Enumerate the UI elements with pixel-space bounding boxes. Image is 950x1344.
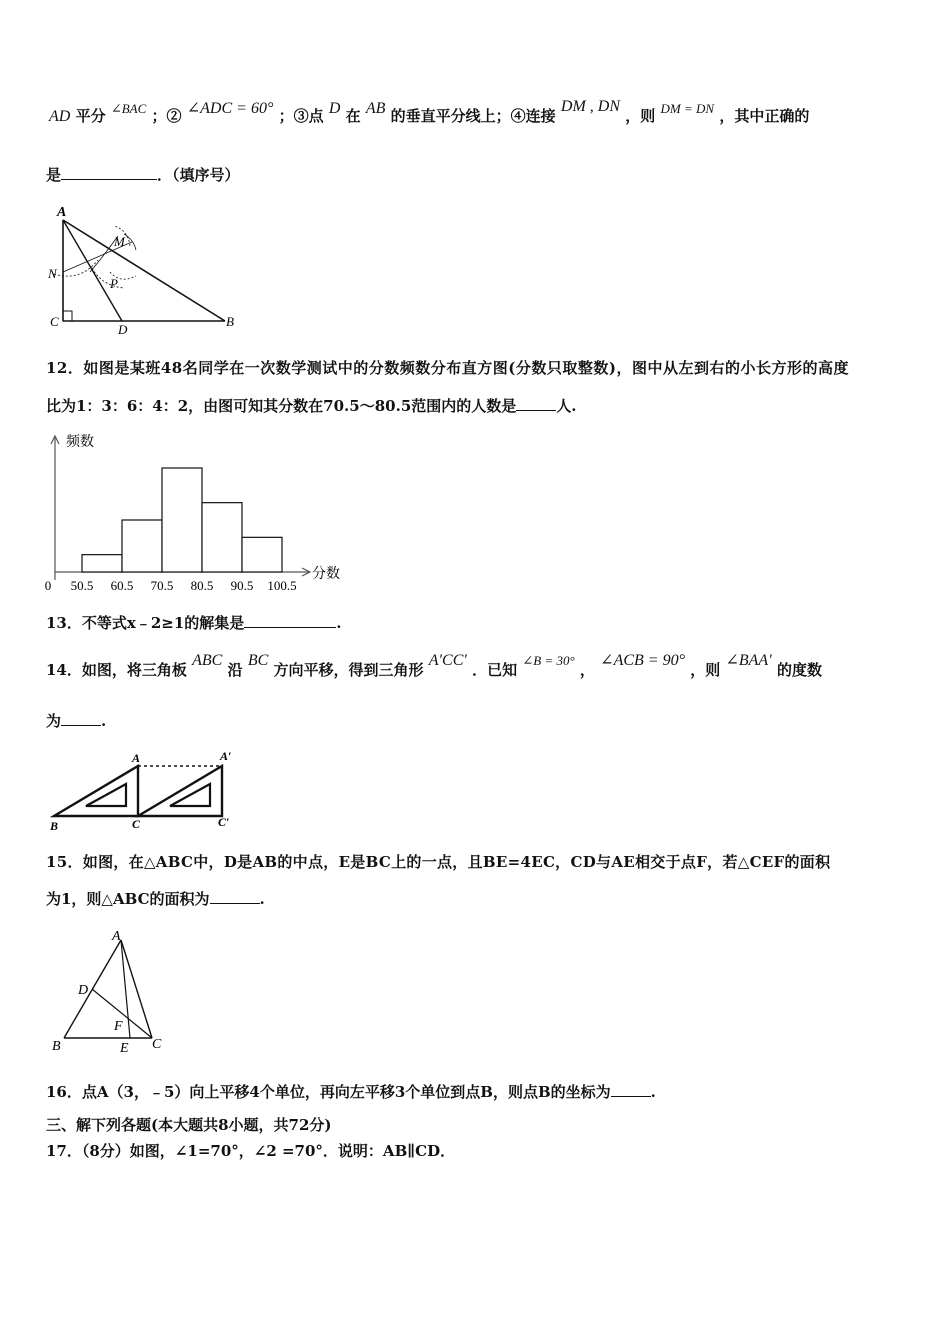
q12-histogram <box>40 428 340 598</box>
answer-blank[interactable] <box>210 889 260 904</box>
math-ab: AB <box>365 100 386 117</box>
math-d: D <box>328 100 341 117</box>
math-bc: BC <box>247 652 269 669</box>
answer-blank[interactable] <box>516 396 556 411</box>
q12-line1: 12．如图是某班48名同学在一次数学测试中的分数频数分布直方图(分数只取整数)，图中从左到右的小长方形的高度 <box>46 359 849 377</box>
label-n: N <box>48 266 57 281</box>
label-d: D <box>118 322 128 337</box>
q14-set-squares-figure <box>44 744 254 836</box>
math-angle-baa: ∠BAA′ <box>725 652 772 669</box>
answer-blank[interactable] <box>61 165 157 180</box>
label-c-prime: C′ <box>218 815 230 829</box>
answer-blank[interactable] <box>244 613 336 628</box>
math-angle-adc: ∠ADC = 60° <box>186 100 274 117</box>
math-dm-dn: DM , DN <box>560 98 621 115</box>
q11-line2: 是 ．（填序号） <box>46 166 240 184</box>
math-angle-b: ∠B = 30° <box>522 653 575 668</box>
x-tick-label: 90.5 <box>230 578 254 593</box>
label-a: A <box>57 205 67 220</box>
label-c: C <box>132 817 141 831</box>
label-b: B <box>50 819 59 833</box>
histogram-bar-1 <box>82 555 122 572</box>
histogram-bar-4 <box>202 503 242 572</box>
label-p: P <box>110 276 118 291</box>
math-angle-acb: ∠ACB = 90° <box>600 652 685 669</box>
histogram-bar-2 <box>122 520 162 572</box>
label-a: A <box>112 929 121 944</box>
x-tick-label: 80.5 <box>190 578 214 593</box>
label-b: B <box>52 1039 61 1054</box>
math-acc: A′CC′ <box>428 652 467 669</box>
math-angle-bac: ∠BAC <box>110 101 147 116</box>
y-axis-label: 频数 <box>66 435 94 450</box>
x-tick-label: 60.5 <box>110 578 134 593</box>
section-title: 三、解下列各题(本大题共8小题，共72分) <box>46 1116 332 1134</box>
q14-line2: 为 . <box>46 712 107 730</box>
q12-line2: 比为1：3：6：4：2，由图可知其分数在70.5～80.5范围内的人数是 人. <box>46 397 577 415</box>
q11-line1: AD 平分 ∠BAC ；② ∠ADC = 60° ；③点 D 在 AB 的垂直平分线上；④连接 DM , DN ，则 DM = DN ，其中正确的 <box>49 98 810 125</box>
q15-line1: 15．如图，在△ABC中，D是AB的中点，E是BC上的一点，且BE=4EC，CD与AE相交于点F，若△CEF的面积 <box>46 853 831 871</box>
answer-blank[interactable] <box>611 1082 651 1097</box>
label-a: A <box>132 751 141 765</box>
label-d: D <box>78 983 89 998</box>
q17-line: 17．（8分）如图，∠1=70°，∠2 =70°．说明：AB∥CD． <box>46 1142 456 1160</box>
label-m: M <box>114 234 125 249</box>
math-dm-eq-dn: DM = DN <box>660 101 715 116</box>
q15-triangle-figure <box>44 924 174 1054</box>
x-tick-label: 0 <box>44 578 52 593</box>
math-abc: ABC <box>192 652 223 669</box>
x-axis-label: 分数 <box>312 567 340 582</box>
q16-line: 16．点A（3，﹣5）向上平移4个单位，再向左平移3个单位到点B，则点B的坐标为 . <box>46 1083 656 1101</box>
label-a-prime: A′ <box>220 749 232 763</box>
x-tick-label: 50.5 <box>70 578 94 593</box>
label-b: B <box>226 314 234 329</box>
histogram-bar-3 <box>162 468 202 572</box>
x-tick-label: 100.5 <box>267 578 297 593</box>
q15-line2: 为1，则△ABC的面积为 . <box>46 890 265 908</box>
label-f: F <box>114 1019 123 1034</box>
label-c: C <box>50 314 59 329</box>
q11-triangle-figure <box>40 200 250 340</box>
q14-line1: 14．如图，将三角板 ABC 沿 BC 方向平移，得到三角形 A′CC′ ．已知 ∠B = 30° ， ∠ACB = 90° ，则 ∠BAA′ 的度数 <box>46 652 822 679</box>
histogram-bar-5 <box>242 537 282 572</box>
answer-blank[interactable] <box>61 711 101 726</box>
label-c: C <box>152 1037 162 1052</box>
label-e: E <box>120 1041 129 1054</box>
q13-line: 13．不等式x﹣2≥1的解集是 . <box>46 614 342 632</box>
math-ad: AD <box>49 108 71 125</box>
x-tick-label: 70.5 <box>150 578 174 593</box>
